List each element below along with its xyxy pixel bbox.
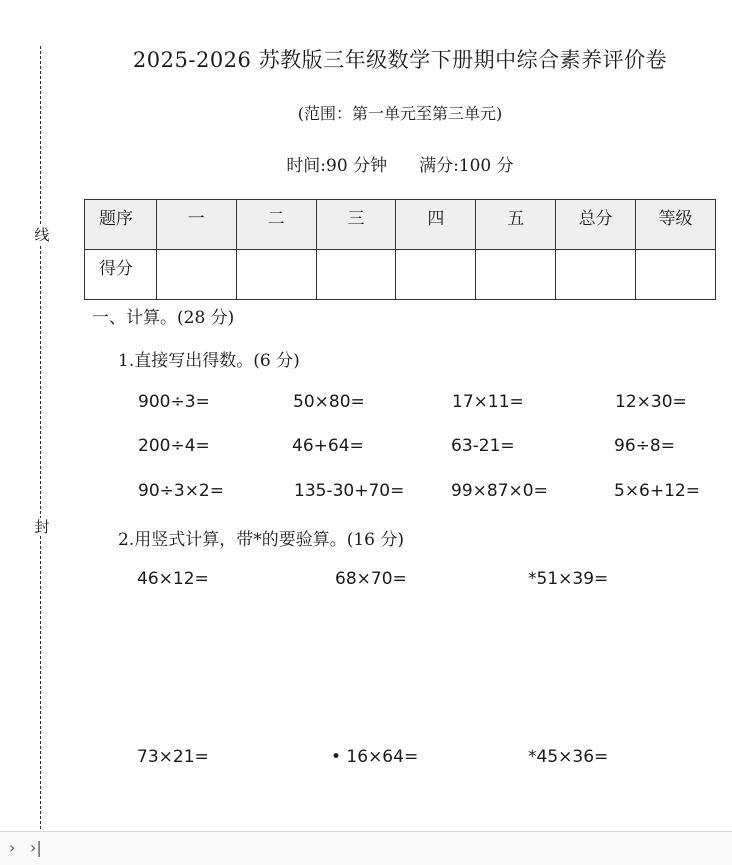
exam-title: 2025-2026 苏教版三年级数学下册期中综合素养评价卷 [132,48,668,72]
part1-problem: 63-21= [451,436,515,456]
score-cell[interactable] [316,250,396,300]
score-row-label: 得分 [85,250,157,300]
score-header-cell: 二 [236,200,316,250]
part2-problem: • 16×64= [331,747,419,767]
part1-problem: 17×11= [452,392,524,412]
part2-problem: 73×21= [137,747,209,767]
part1-problem: 96÷8= [614,436,675,456]
part1-heading: 1.直接写出得数。(6 分) [118,351,300,371]
score-header-cell: 题序 [85,200,157,250]
score-table-score-row [85,250,716,300]
part2-problem: 46×12= [137,569,209,589]
score-cell[interactable] [396,250,476,300]
part1-problem: 135-30+70= [294,481,405,501]
score-table-header-row [85,200,716,250]
score-cell[interactable] [156,250,236,300]
part1-problem: 50×80= [293,392,365,412]
exam-time: 时间:90 分钟 [286,156,388,176]
score-cell[interactable] [236,250,316,300]
last-page-button[interactable]: ›| [30,838,42,857]
score-header-cell: 五 [476,200,556,250]
part2-heading: 2.用竖式计算，带*的要验算。(16 分) [118,530,405,550]
score-header-cell: 四 [396,200,476,250]
exam-time-score [0,151,732,176]
score-cell[interactable] [476,250,556,300]
next-page-button[interactable]: › [9,838,16,857]
part1-problem: 900÷3= [138,392,210,412]
part1-problem: 46+64= [292,436,364,456]
score-header-cell: 一 [156,200,236,250]
part2-problem: 68×70= [335,569,407,589]
binding-char-xian: 线 [34,226,50,244]
part1-problem: 99×87×0= [451,481,548,501]
exam-full-score: 满分:100 分 [419,156,514,176]
score-cell[interactable] [636,250,716,300]
part2-problem: *45×36= [528,747,609,767]
score-cell[interactable] [556,250,636,300]
part1-problem: 12×30= [615,392,687,412]
part1-problem: 5×6+12= [614,481,700,501]
score-header-cell: 总分 [556,200,636,250]
part1-problem: 200÷4= [138,436,210,456]
section1-heading: 一、计算。(28 分) [92,308,235,328]
part2-problem: *51×39= [528,569,609,589]
binding-char-feng: 封 [34,518,50,536]
bottom-toolbar [0,831,732,865]
part1-problem: 90÷3×2= [138,481,224,501]
exam-scope: (范围：第一单元至第三单元) [297,104,503,123]
score-header-cell: 等级 [636,200,716,250]
score-header-cell: 三 [316,200,396,250]
score-table [84,199,716,300]
